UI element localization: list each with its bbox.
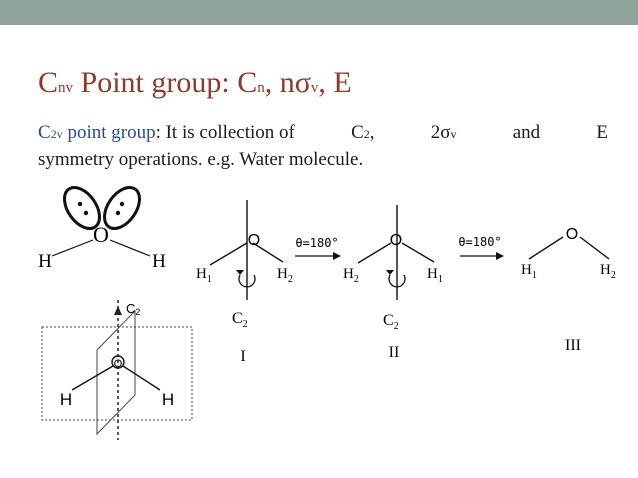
mol3-h-left-label: $H_1$ (521, 262, 537, 281)
c2v-term: C2v point group (38, 122, 156, 143)
rotation-arrow-1 (295, 236, 341, 260)
mol1-h-left-label: $H_1$ (196, 266, 212, 285)
box-bond-right (123, 366, 160, 390)
mol3-h-right-label: $H_2$ (600, 262, 616, 281)
c2-axis-arrowhead (114, 306, 122, 315)
rotation-arrow-2 (458, 235, 504, 260)
box-h-right-label: H (161, 390, 175, 409)
box-c2-label: C2 (126, 301, 141, 317)
arrow2-theta-label: θ=180° (458, 235, 502, 249)
mol2-numeral: II (388, 344, 400, 361)
water-molecule-lone-pairs (38, 181, 166, 272)
box-bond-left (72, 366, 113, 390)
mol2-h-left-label: $H_2$ (343, 266, 359, 285)
water-h-left-label: H (38, 251, 52, 272)
water-h-right-label: H (152, 251, 166, 272)
box-oxygen-label: O (113, 358, 123, 370)
mol1-oxygen-label: O (247, 232, 261, 249)
mol2-oxygen-label: O (389, 232, 403, 249)
box-h-left-label: H (59, 390, 73, 409)
mol1-h-right-label: $H_2$ (277, 266, 293, 285)
water-oxygen-label: O (93, 222, 109, 247)
molecule-one (196, 200, 293, 365)
molecule-two (343, 205, 443, 361)
bond-oh-left (52, 240, 93, 256)
mol3-oxygen-label: O (565, 226, 579, 243)
mol1-c2-label: $C_2$ (232, 310, 248, 330)
water-symmetry-box (42, 300, 192, 440)
mol2-h-right-label: $H_1$ (427, 266, 443, 285)
description-text: C2v point group: It is collection of C2, 2σv and E symmetry operations. e.g. Water molecule. (38, 122, 608, 170)
mol1-numeral: I (240, 348, 246, 365)
mol3-numeral: III (565, 337, 581, 354)
mol2-c2-label: $C_2$ (383, 312, 399, 332)
arrow1-theta-label: θ=180° (295, 236, 339, 250)
bond-oh-right (110, 240, 150, 256)
molecule-three (521, 226, 616, 354)
slide-title: Cnv Point group: Cn, nσv, E (38, 66, 352, 99)
